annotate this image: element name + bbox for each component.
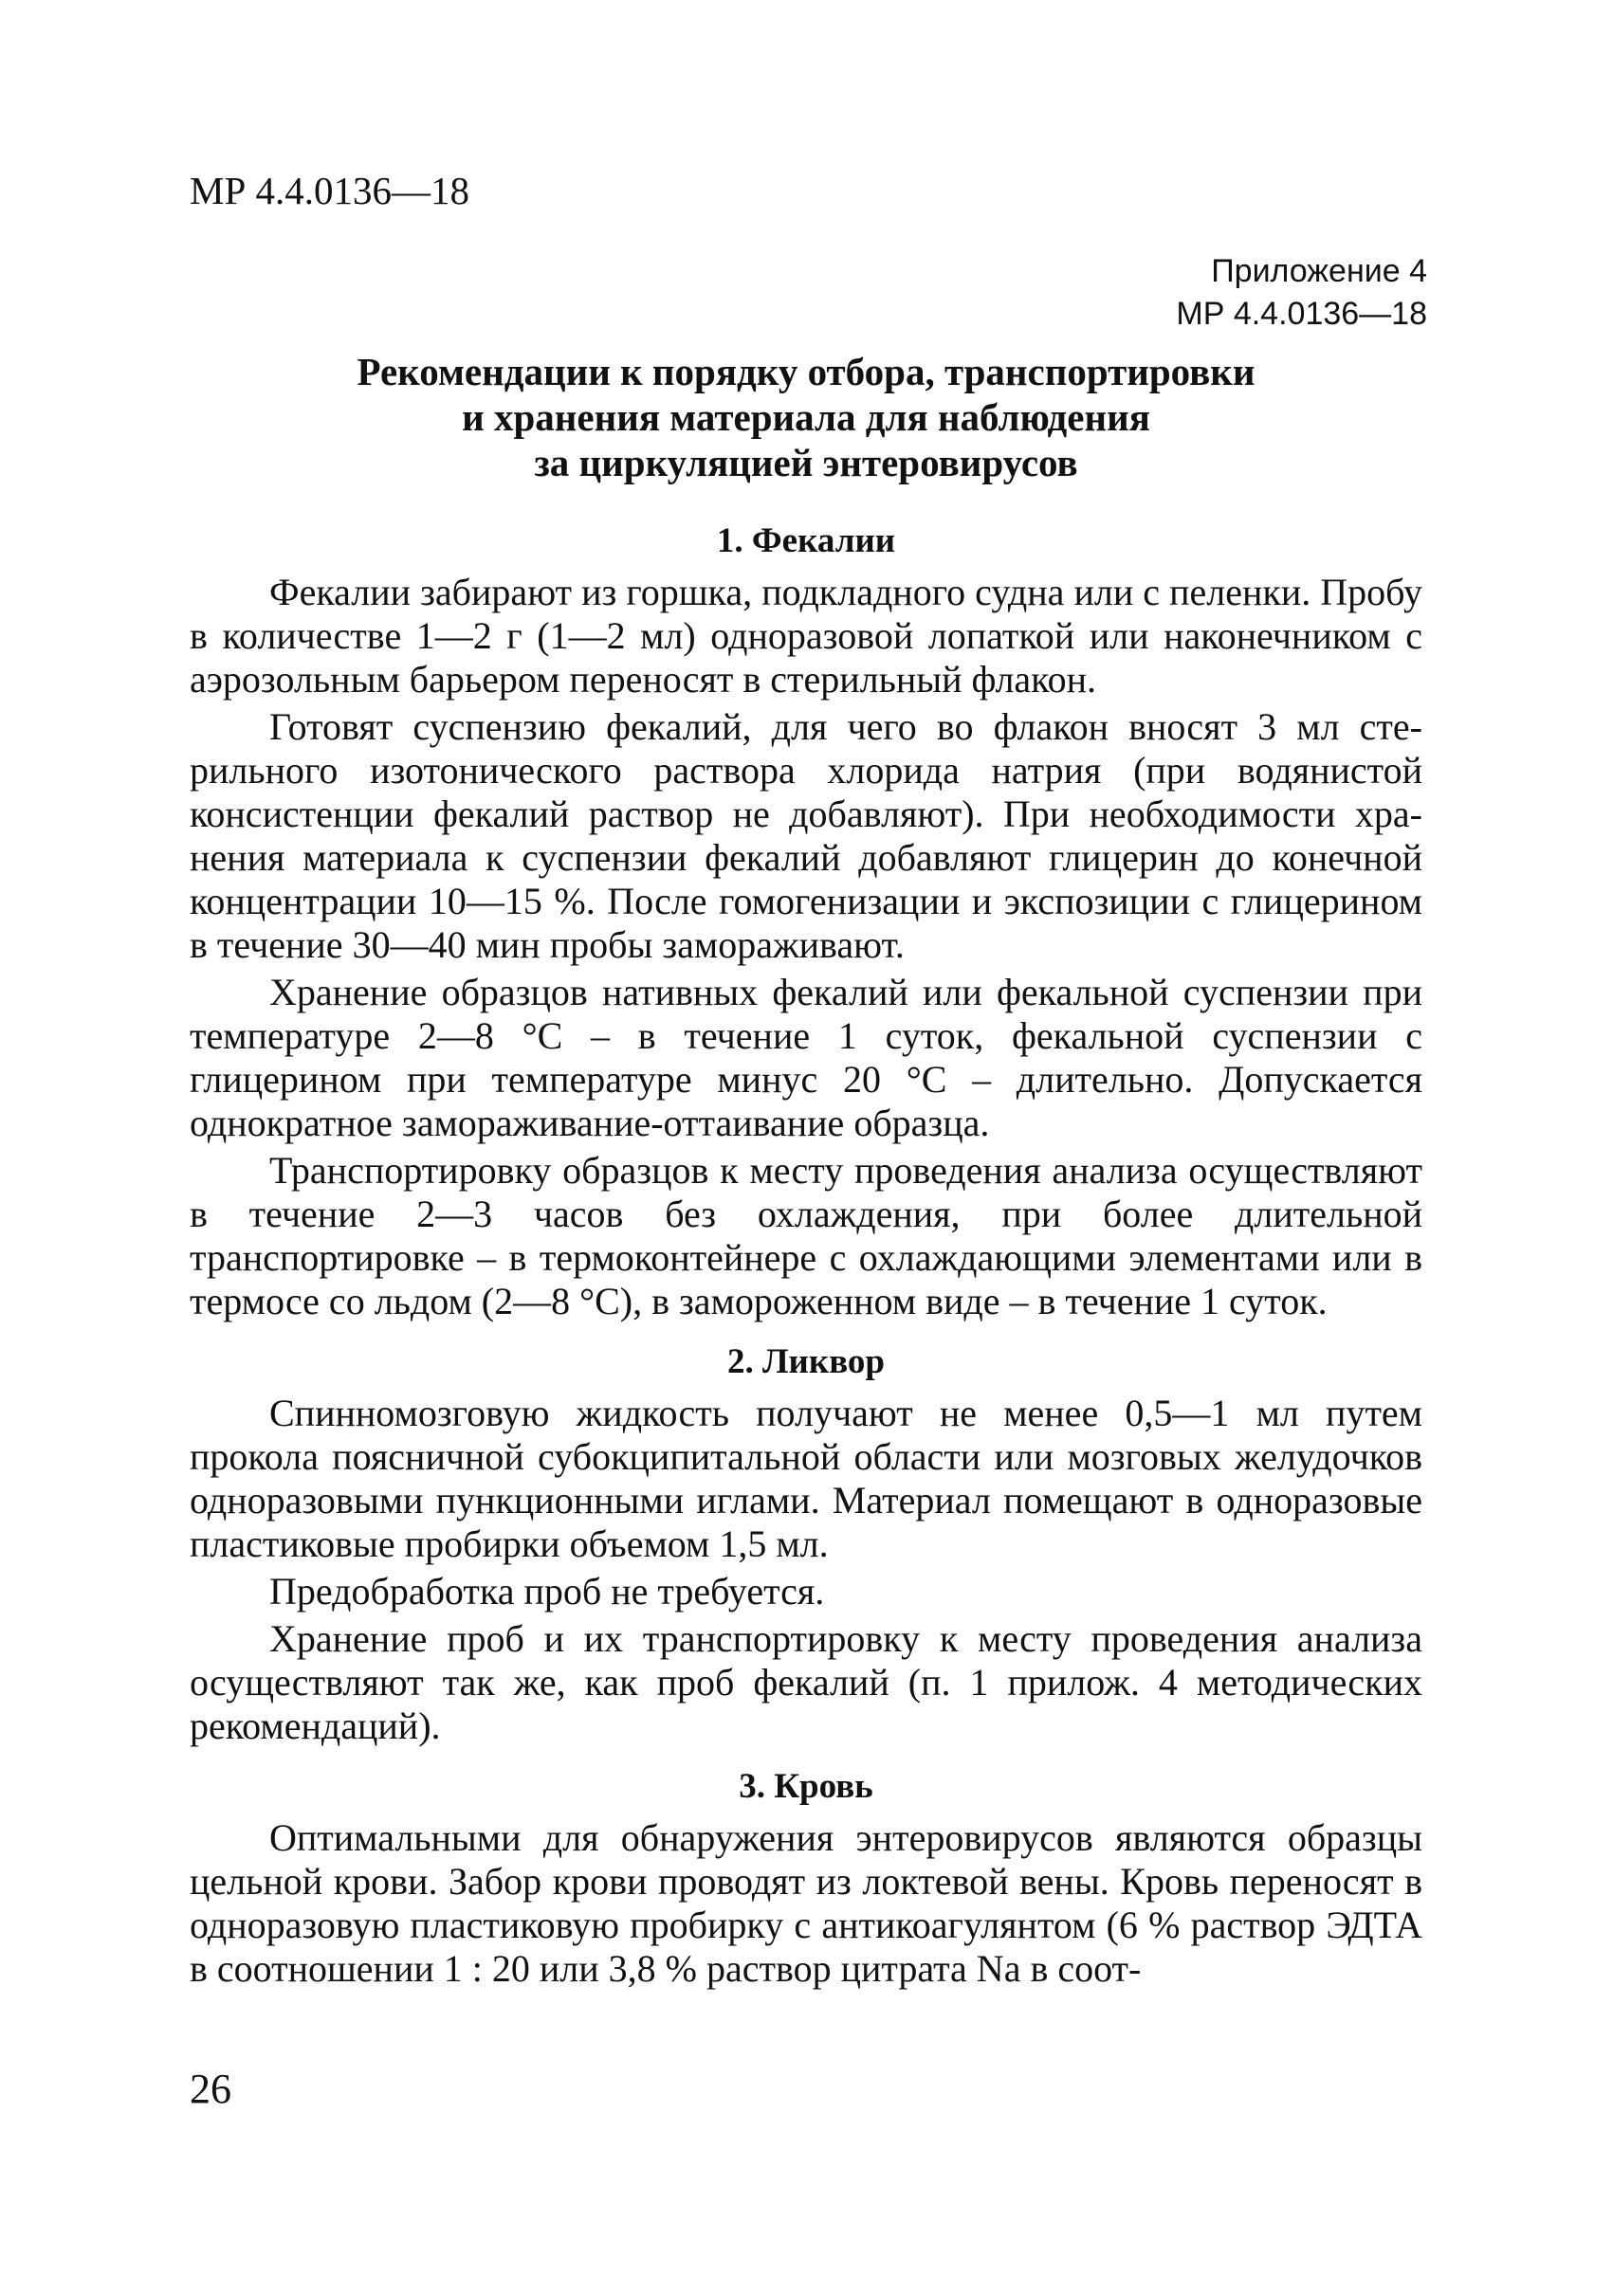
document-title-line: за циркуляцией энтеровирусов <box>534 441 1078 484</box>
document-title <box>190 349 1422 485</box>
section-feces <box>190 519 1422 1323</box>
section-heading: 3. Кровь <box>739 1767 873 1806</box>
section-liquor <box>190 1340 1422 1748</box>
appendix-label <box>1176 250 1427 336</box>
paragraph: Предобработка проб не требуется. <box>269 1570 825 1613</box>
paragraph: Транспортировку образцов к месту проведения анализа осуществляют в течение 2—3 часов без охлаждения, при более длительной транспортировке – в термоконтейнере с охлаждающими элементами или в термосе со льдом (2—8 °С), в замороженном виде – в течение 1 суток. <box>190 1149 1422 1322</box>
section-heading: 2. Ликвор <box>726 1342 885 1381</box>
section-heading: 1. Фекалии <box>716 521 896 560</box>
page-number: 26 <box>190 2066 231 2112</box>
paragraph: Готовят суспензию фекалий, для чего во флакон вносят 3 мл стерильного изотонического раствора хлорида натрия (при водянистой консистенции фекалий раствор не добавляют). При необходимости хранения материала к суспензии фекалий добавляют глицерин до конечной концентрации 10—15 %. После гомогенизации и экспозиции с глицерином в течение 30—40 мин пробы замораживают. <box>190 705 1422 966</box>
paragraph: Хранение образцов нативных фекалий или фекальной суспензии при температуре 2—8 °С – в течение 1 суток, фекальной суспензии с глицерином при температуре минус 20 °С – длительно. Допускается однократное замораживание-оттаивание образца. <box>190 971 1422 1144</box>
document-title-line: Рекомендации к порядку отбора, транспортировки <box>357 350 1256 393</box>
paragraph: Фекалии забирают из горшка, подкладного судна или с пеленки. Пробу в количестве 1—2 г (1—2 мл) одноразовой лопаткой или наконечником с аэрозольным барьером переносят в стерильный флакон. <box>190 571 1422 701</box>
paragraph: Хранение проб и их транспортировку к месту проведения анализа осуществляют так же, как проб фекалий (п. 1 прилож. 4 методических рекомендаций). <box>190 1617 1422 1747</box>
appendix-doc-ref: МР 4.4.0136—18 <box>1176 296 1427 332</box>
paragraph: Оптимальными для обнаружения энтеровирусов являются образцы цельной крови. Забор крови проводят из локтевой вены. Кровь переносят в одноразовую пластиковую пробирку с антикоагулянтом (6 % раствор ЭДТА в соотношении 1 : 20 или 3,8 % раствор цитрата Na в соот- <box>190 1816 1422 1990</box>
document-body <box>190 519 1422 1995</box>
running-header: МР 4.4.0136—18 <box>190 169 470 212</box>
paragraph: Спинномозговую жидкость получают не менее 0,5—1 мл путем прокола поясничной субокципитальной области или мозговых желудочков одноразовыми пункционными иглами. Материал помещают в одноразовые пластиковые пробирки объемом 1,5 мл. <box>190 1392 1422 1565</box>
appendix-number: Приложение 4 <box>1211 253 1427 289</box>
document-title-line: и хранения материала для наблюдения <box>462 395 1150 439</box>
section-blood <box>190 1765 1422 1991</box>
